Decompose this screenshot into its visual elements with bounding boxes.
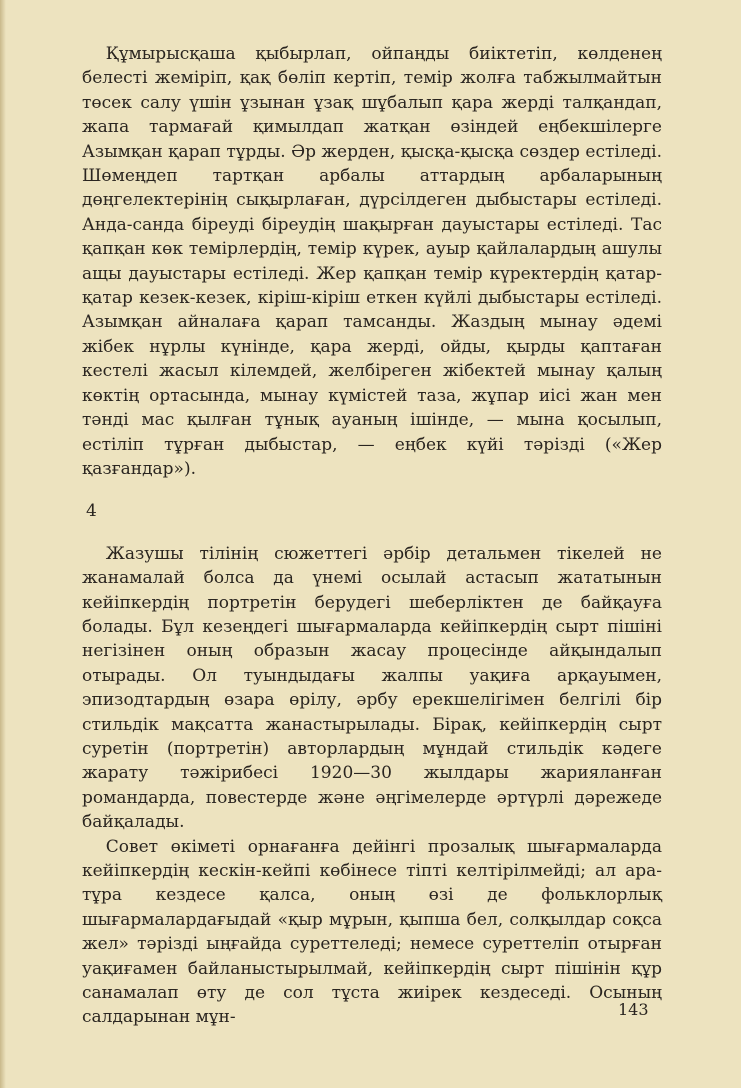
page-number: 143 [618, 1000, 649, 1019]
section-number: 4 [86, 501, 97, 522]
paragraph-soviet-prose: Совет өкіметі орнағанға дейінгі прозалық шығармаларда кейіпкердің кескін-кейпі көбінесе тіпті келтірілмейді; ал ара-тұра кездесе қалса, оның өзі де фольклорлық шығармалардағыдай «қыр мұрын, қыпша бел, солқылдар соқса жел» тәрізді ыңғайда суреттеледі; немесе суреттеліп отырған уақиғамен байланыстырылмай, кейіпкердің сырт пішінін құр санамалап өту де сол тұста жиірек кездеседі. Осының салдарынан мұн- [82, 836, 662, 1028]
page-edge-shadow [0, 0, 6, 1088]
page-body [82, 42, 662, 1030]
paragraph-portrait: Жазушы тілінің сюжеттегі әрбір детальмен тікелей не жанамалай болса да үнемі осылай астасып жататынын кейіпкердің портретін берудегі шеберліктен де байқауға болады. Бұл кезеңдегі шығармаларда кейіпкердің сырт пішіні негізінен оның образын жасау процесінде айқындалып отырады. Ол туындыдағы жалпы уақиға арқауымен, эпизодтардың өзара өрілу, әрбу ерекшелігімен белгілі бір стильдік мақсатта жанастырылады. Бірақ, кейіпкердің сырт суретін (портретін) авторлардың мұндай стильдік кәдеге жарату тәжірибесі 1920—30 жылдары жарияланған романдарда, повестерде және әңгімелерде әртүрлі дәрежеде байқалады. [82, 543, 662, 833]
paragraph-quote: Құмырысқаша қыбырлап, ойпаңды биіктетіп, көлденең белесті жеміріп, қақ бөліп кертіп, темір жолға табжылмайтын төсек салу үшін ұзынан ұзақ шұбалып қара жерді талқандап, жапа тармағай қимылдап жатқан өзіндей еңбекшілерге Азымқан қарап тұрды. Әр жерден, қысқа-қысқа сөздер естіледі. Шөмеңдеп тартқан арбалы аттардың арбаларының дөңгелектерінің сықырлаған, дүрсілдеген дыбыстары естіледі. Анда-санда біреуді біреудің шақырған дауыстары естіледі. Тас қапқан көк темірлердің, темір күрек, ауыр қайлалардың ашулы ащы дауыстары естіледі. Жер қапқан темір күректердің қатар-қатар кезек-кезек, кіріш-кіріш еткен күйлі дыбыстары естіледі. Азымқан айналаға қарап тамсанды. Жаздың мынау әдемі жібек нұрлы күнінде, қара жерді, ойды, қырды қаптаған кестелі жасыл кілемдей, желбіреген жібектей мынау қалың көктің ортасында, мынау күмістей таза, жұпар иісі жан мен тәнді мас қылған тұнық ауаның ішінде, — мына қосылып, естіліп тұрған дыбыстар, — еңбек күйі тәрізді («Жер қазғандар»). [82, 44, 662, 479]
